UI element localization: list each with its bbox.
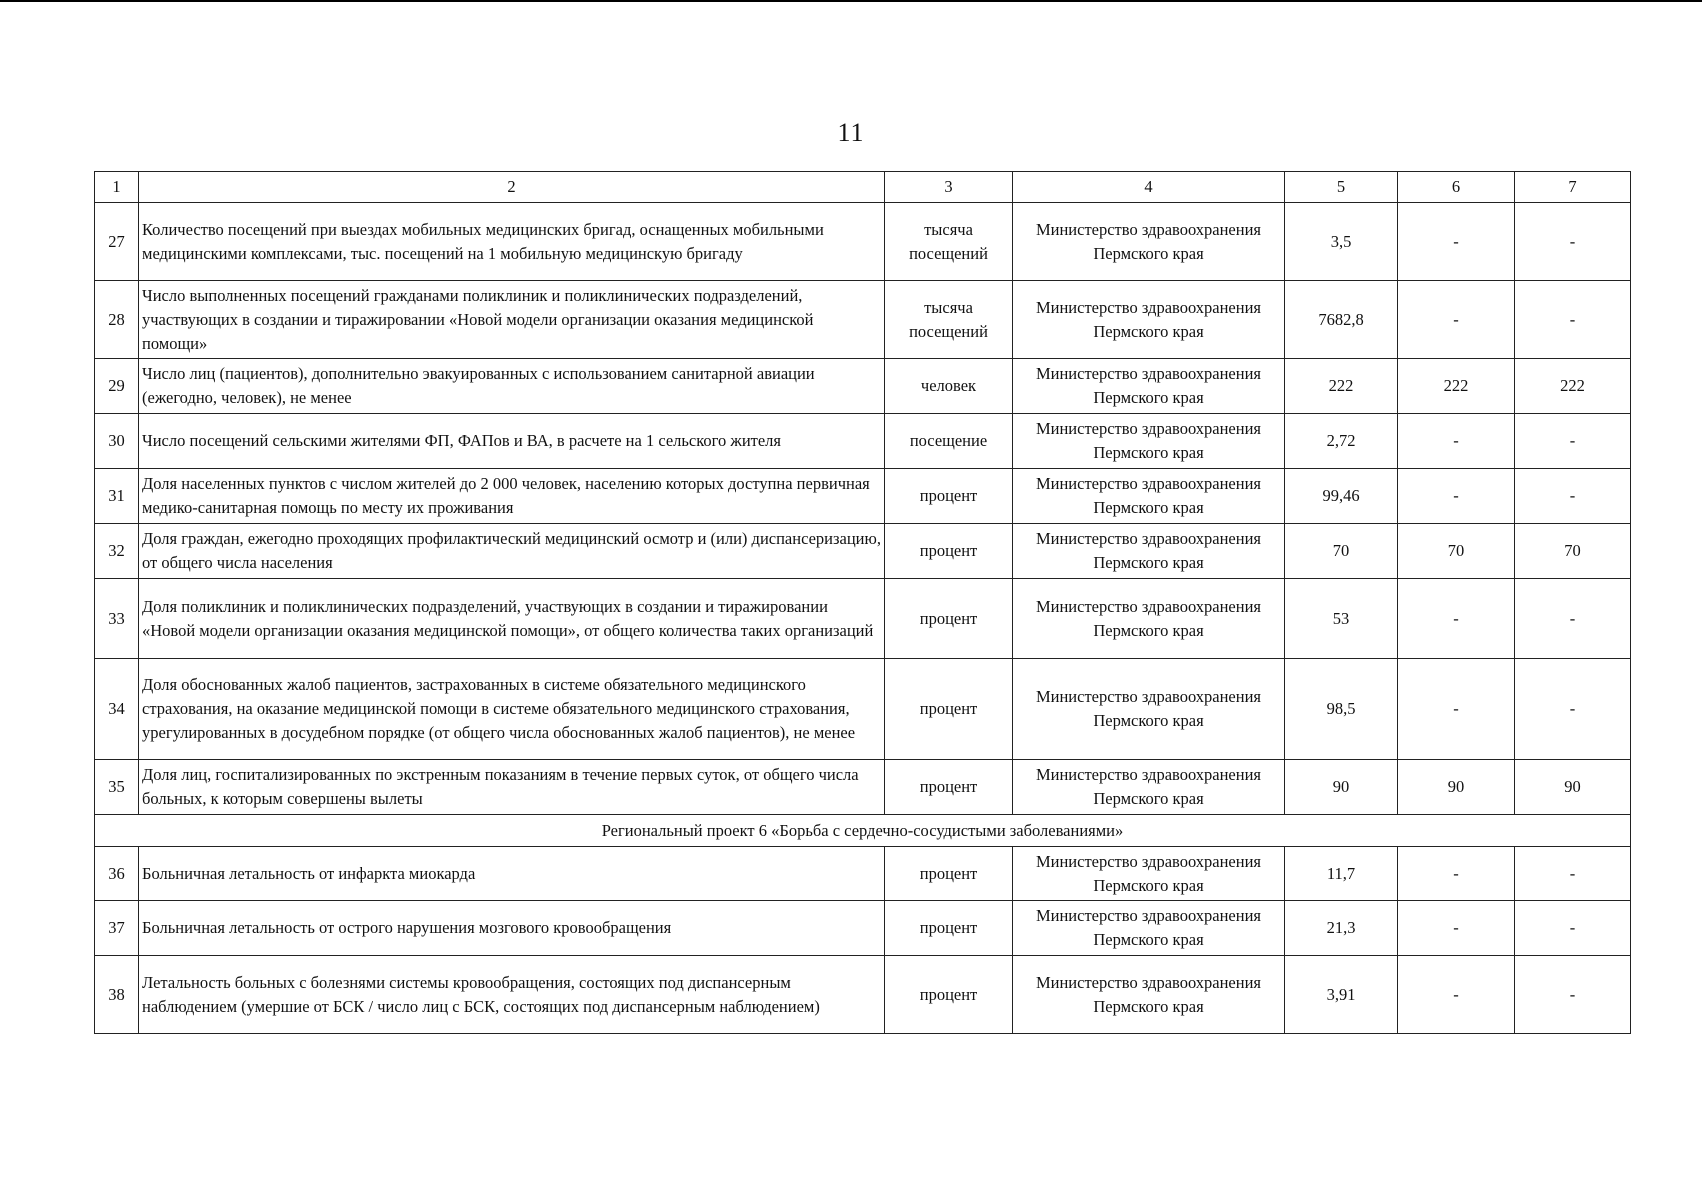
unit-cell: процент: [885, 956, 1013, 1034]
value-col6: -: [1398, 579, 1515, 659]
table-row: [95, 659, 1631, 760]
row-number: 33: [95, 579, 139, 659]
row-number: 37: [95, 901, 139, 956]
indicators-table: [94, 171, 1631, 1034]
column-header: 4: [1013, 172, 1285, 203]
value-col7: -: [1515, 579, 1631, 659]
table-row: [95, 203, 1631, 281]
indicator-name: Число посещений сельскими жителями ФП, ФАПов и ВА, в расчете на 1 сельского жителя: [139, 414, 885, 469]
column-header: 7: [1515, 172, 1631, 203]
responsible-cell: Министерство здравоохранения Пермского края: [1013, 901, 1285, 956]
section-row: [95, 815, 1631, 847]
value-col7: 222: [1515, 359, 1631, 414]
responsible-cell: Министерство здравоохранения Пермского края: [1013, 760, 1285, 815]
unit-cell: человек: [885, 359, 1013, 414]
value-col5: 99,46: [1285, 469, 1398, 524]
value-col7: -: [1515, 469, 1631, 524]
responsible-cell: Министерство здравоохранения Пермского края: [1013, 659, 1285, 760]
unit-cell: процент: [885, 524, 1013, 579]
value-col7: -: [1515, 956, 1631, 1034]
row-number: 29: [95, 359, 139, 414]
indicator-name: Доля граждан, ежегодно проходящих профилактический медицинский осмотр и (или) диспансеризацию, от общего числа населения: [139, 524, 885, 579]
unit-cell: процент: [885, 659, 1013, 760]
unit-cell: тысяча посещений: [885, 281, 1013, 359]
indicator-name: Летальность больных с болезнями системы кровообращения, состоящих под диспансерным наблюдением (умершие от БСК / число лиц с БСК, состоящих под диспансерным наблюдением): [139, 956, 885, 1034]
column-header: 2: [139, 172, 885, 203]
value-col5: 70: [1285, 524, 1398, 579]
column-number-row: [95, 172, 1631, 203]
column-header: 5: [1285, 172, 1398, 203]
indicator-name: Доля поликлиник и поликлинических подразделений, участвующих в создании и тиражировании «Новой модели организации оказания медицинской помощи», от общего количества таких организаций: [139, 579, 885, 659]
value-col5: 222: [1285, 359, 1398, 414]
page-number: 11: [837, 118, 865, 147]
responsible-cell: Министерство здравоохранения Пермского края: [1013, 359, 1285, 414]
row-number: 31: [95, 469, 139, 524]
table-row: [95, 579, 1631, 659]
table-row: [95, 760, 1631, 815]
value-col6: -: [1398, 414, 1515, 469]
row-number: 32: [95, 524, 139, 579]
value-col5: 11,7: [1285, 847, 1398, 901]
responsible-cell: Министерство здравоохранения Пермского края: [1013, 956, 1285, 1034]
value-col6: -: [1398, 281, 1515, 359]
value-col6: 90: [1398, 760, 1515, 815]
row-number: 28: [95, 281, 139, 359]
table-row: [95, 414, 1631, 469]
responsible-cell: Министерство здравоохранения Пермского края: [1013, 414, 1285, 469]
value-col5: 21,3: [1285, 901, 1398, 956]
responsible-cell: Министерство здравоохранения Пермского края: [1013, 281, 1285, 359]
table-row: [95, 469, 1631, 524]
value-col7: 70: [1515, 524, 1631, 579]
table-row: [95, 281, 1631, 359]
value-col6: -: [1398, 956, 1515, 1034]
unit-cell: процент: [885, 847, 1013, 901]
value-col6: -: [1398, 659, 1515, 760]
unit-cell: процент: [885, 579, 1013, 659]
value-col7: -: [1515, 901, 1631, 956]
responsible-cell: Министерство здравоохранения Пермского края: [1013, 469, 1285, 524]
page-top-border: [0, 0, 1702, 2]
unit-cell: посещение: [885, 414, 1013, 469]
value-col6: -: [1398, 203, 1515, 281]
indicator-name: Число лиц (пациентов), дополнительно эвакуированных с использованием санитарной авиации (ежегодно, человек), не менее: [139, 359, 885, 414]
responsible-cell: Министерство здравоохранения Пермского края: [1013, 524, 1285, 579]
value-col5: 53: [1285, 579, 1398, 659]
indicator-name: Доля обоснованных жалоб пациентов, застрахованных в системе обязательного медицинского страхования, на оказание медицинской помощи в системе обязательного медицинского страхования, урегулированных в досудебном порядке (от общего числа обоснованных жалоб пациентов), не менее: [139, 659, 885, 760]
value-col5: 3,5: [1285, 203, 1398, 281]
unit-cell: процент: [885, 901, 1013, 956]
value-col5: 3,91: [1285, 956, 1398, 1034]
row-number: 38: [95, 956, 139, 1034]
row-number: 36: [95, 847, 139, 901]
unit-cell: процент: [885, 469, 1013, 524]
value-col6: -: [1398, 901, 1515, 956]
value-col7: -: [1515, 847, 1631, 901]
indicator-name: Доля населенных пунктов с числом жителей до 2 000 человек, населению которых доступна первичная медико-санитарная помощь по месту их проживания: [139, 469, 885, 524]
value-col7: -: [1515, 281, 1631, 359]
row-number: 34: [95, 659, 139, 760]
unit-cell: процент: [885, 760, 1013, 815]
indicator-name: Число выполненных посещений гражданами поликлиник и поликлинических подразделений, участвующих в создании и тиражировании «Новой модели организации оказания медицинской помощи»: [139, 281, 885, 359]
indicator-name: Больничная летальность от инфаркта миокарда: [139, 847, 885, 901]
responsible-cell: Министерство здравоохранения Пермского края: [1013, 579, 1285, 659]
responsible-cell: Министерство здравоохранения Пермского края: [1013, 847, 1285, 901]
row-number: 30: [95, 414, 139, 469]
value-col6: -: [1398, 469, 1515, 524]
table-row: [95, 901, 1631, 956]
section-title: Региональный проект 6 «Борьба с сердечно-сосудистыми заболеваниями»: [95, 815, 1631, 847]
indicator-name: Больничная летальность от острого нарушения мозгового кровообращения: [139, 901, 885, 956]
indicator-name: Доля лиц, госпитализированных по экстренным показаниям в течение первых суток, от общего числа больных, к которым совершены вылеты: [139, 760, 885, 815]
value-col5: 7682,8: [1285, 281, 1398, 359]
value-col5: 90: [1285, 760, 1398, 815]
value-col5: 98,5: [1285, 659, 1398, 760]
value-col5: 2,72: [1285, 414, 1398, 469]
column-header: 1: [95, 172, 139, 203]
responsible-cell: Министерство здравоохранения Пермского края: [1013, 203, 1285, 281]
value-col7: -: [1515, 414, 1631, 469]
column-header: 3: [885, 172, 1013, 203]
value-col7: 90: [1515, 760, 1631, 815]
indicator-name: Количество посещений при выездах мобильных медицинских бригад, оснащенных мобильными медицинскими комплексами, тыс. посещений на 1 мобильную медицинскую бригаду: [139, 203, 885, 281]
column-header: 6: [1398, 172, 1515, 203]
value-col7: -: [1515, 659, 1631, 760]
table-row: [95, 359, 1631, 414]
row-number: 27: [95, 203, 139, 281]
value-col7: -: [1515, 203, 1631, 281]
row-number: 35: [95, 760, 139, 815]
value-col6: -: [1398, 847, 1515, 901]
table-row: [95, 524, 1631, 579]
table-row: [95, 956, 1631, 1034]
table-row: [95, 847, 1631, 901]
value-col6: 222: [1398, 359, 1515, 414]
unit-cell: тысяча посещений: [885, 203, 1013, 281]
value-col6: 70: [1398, 524, 1515, 579]
